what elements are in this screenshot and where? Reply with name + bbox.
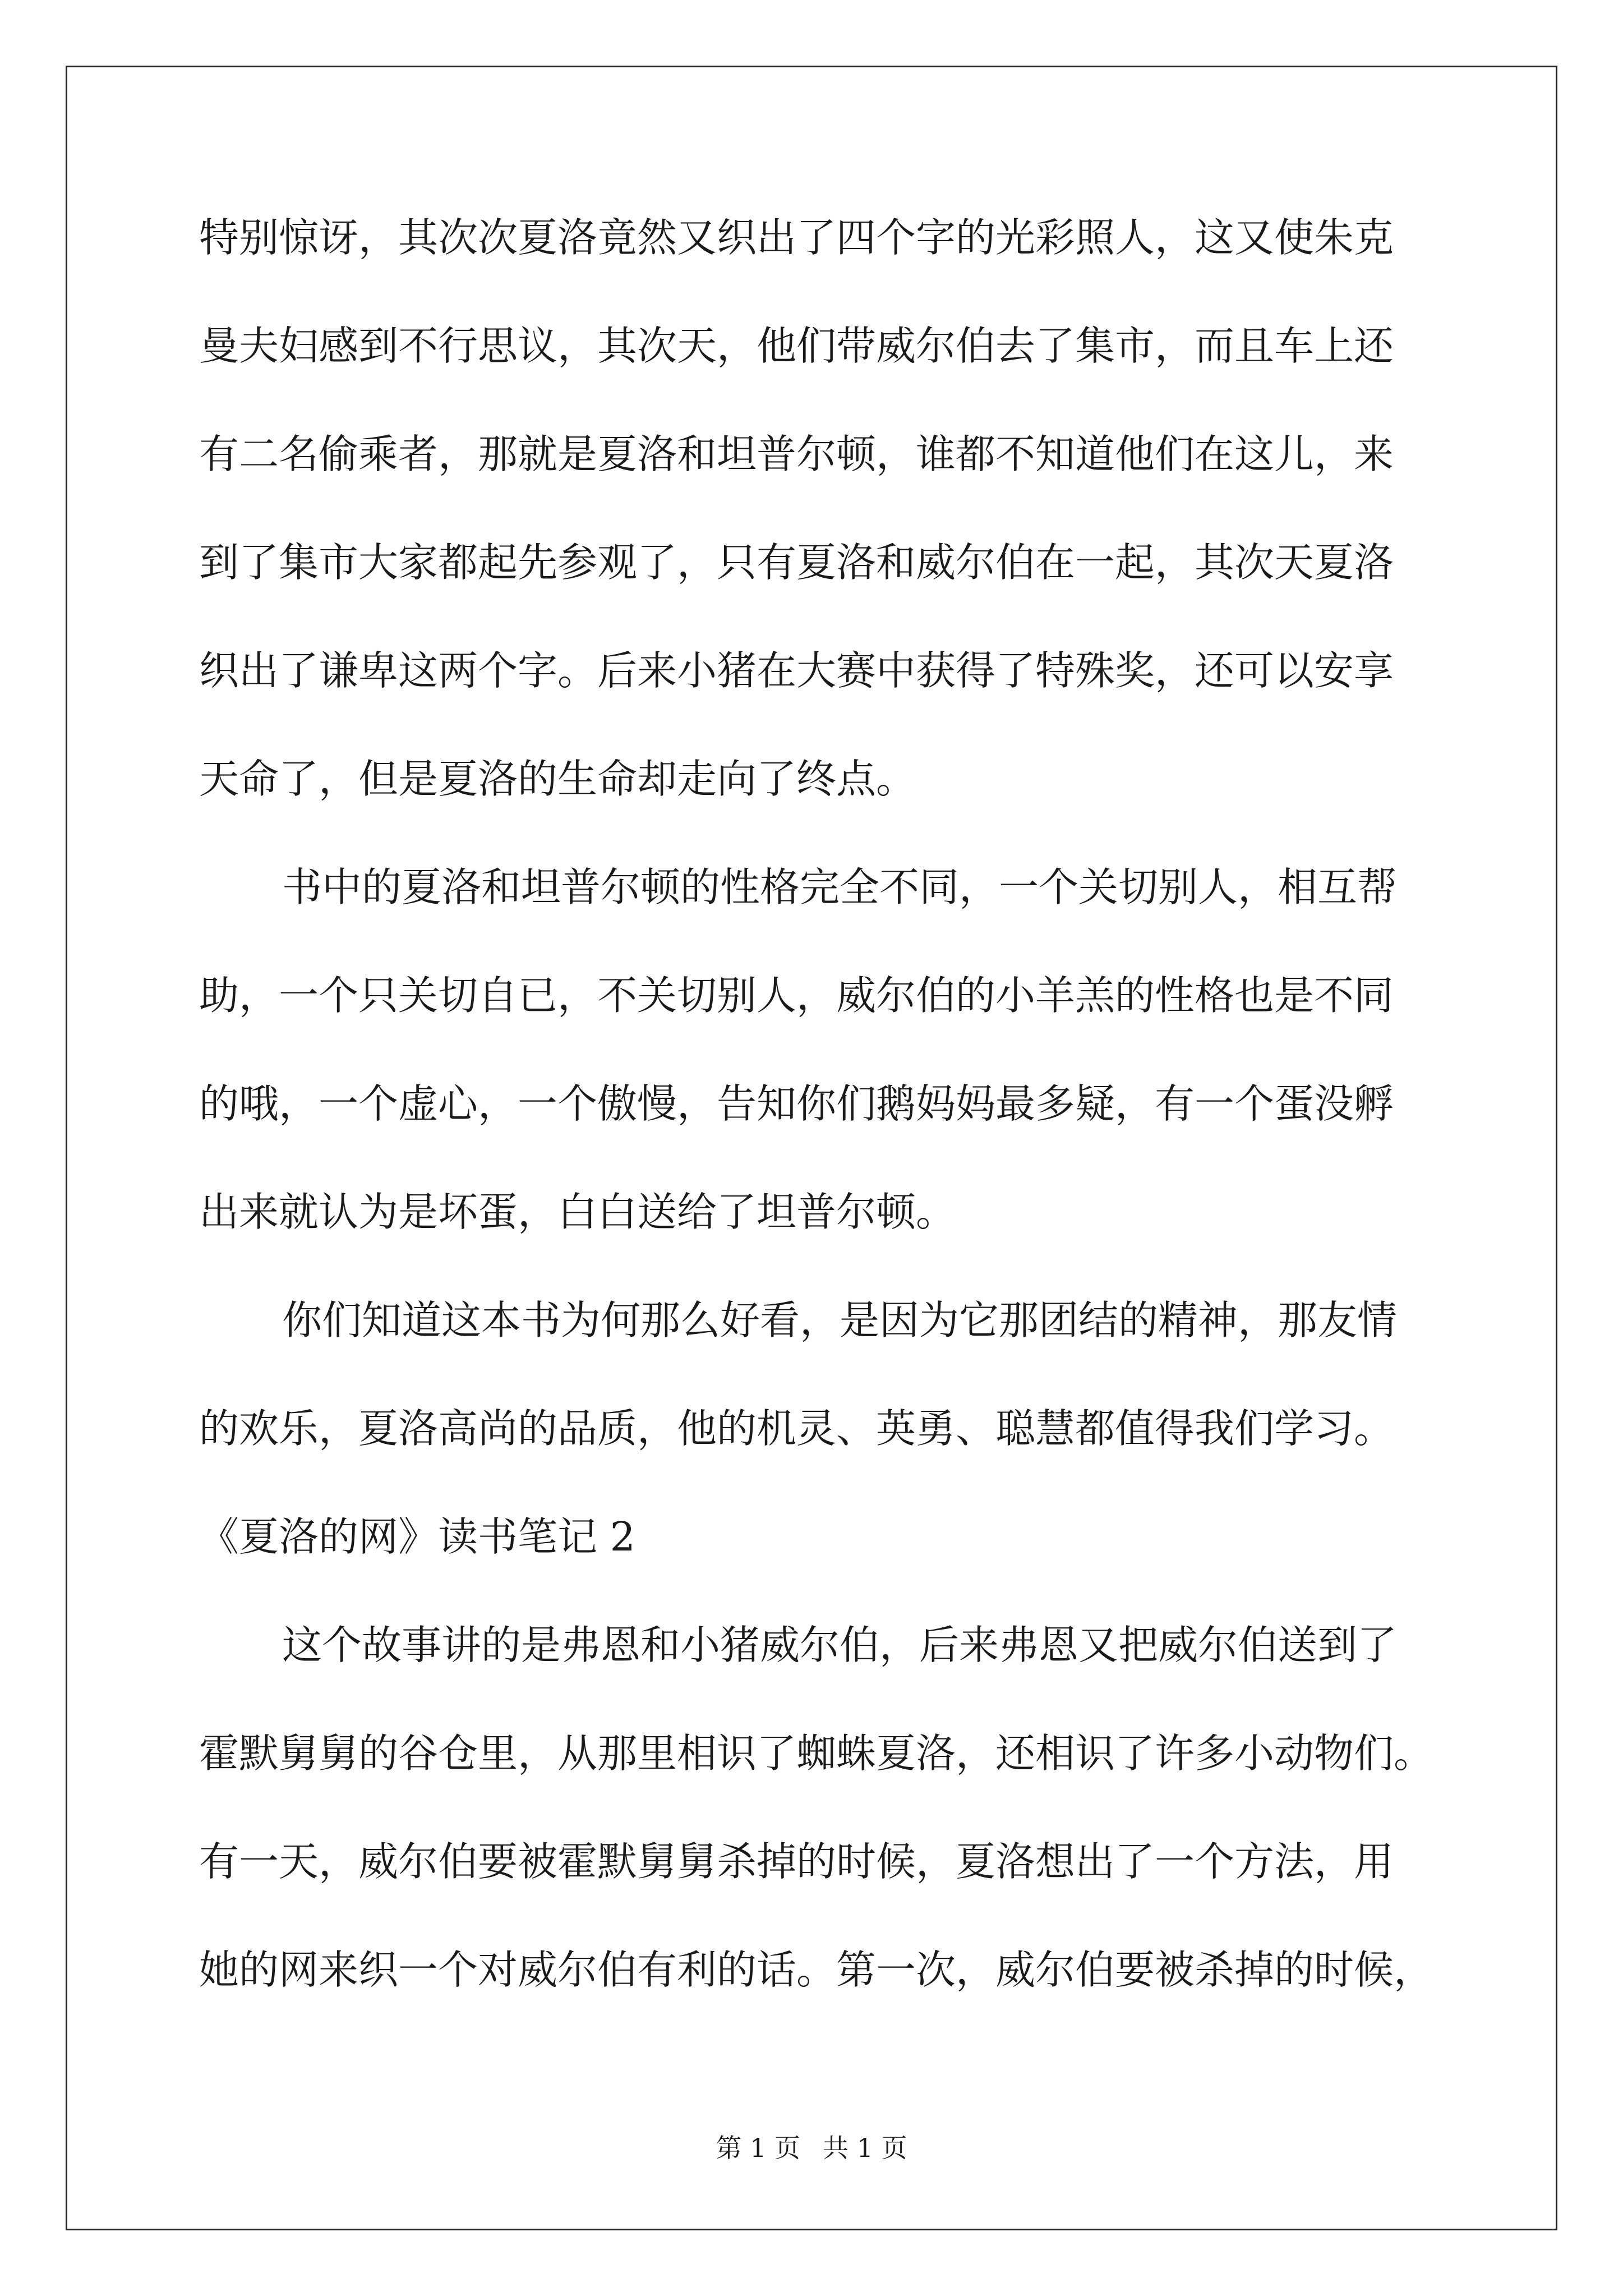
page-footer: [0, 2135, 1623, 2161]
text-line: 天命了，但是夏洛的生命却走向了终点。: [199, 756, 916, 802]
paragraph-start-line: 书中的夏洛和坦普尔顿的性格完全不同，一个关切别人，相互帮: [282, 864, 1398, 910]
text-line: 曼夫妇感到不行思议，其次天，他们带威尔伯去了集市，而且车上还: [199, 323, 1394, 369]
text-line: 助，一个只关切自已，不关切别人，威尔伯的小羊羔的性格也是不同: [199, 972, 1394, 1019]
text-line: 有二名偷乘者，那就是夏洛和坦普尔顿，谁都不知道他们在这儿，来: [199, 431, 1394, 477]
text-line: 的哦，一个虚心，一个傲慢，告知你们鹅妈妈最多疑，有一个蛋没孵: [199, 1080, 1394, 1127]
text-line: 有一天，威尔伯要被霍默舅舅杀掉的时候，夏洛想出了一个方法，用: [199, 1838, 1394, 1885]
page-total: 共 1 页: [823, 2133, 907, 2163]
text-line: 霍默舅舅的谷仓里，从那里相识了蜘蛛夏洛，还相识了许多小动物们。: [199, 1730, 1434, 1777]
text-line: 的欢乐，夏洛高尚的品质，他的机灵、英勇、聪慧都值得我们学习。: [199, 1405, 1394, 1452]
text-line: 到了集市大家都起先参观了，只有夏洛和威尔伯在一起，其次天夏洛: [199, 539, 1394, 586]
text-line: 她的网来织一个对威尔伯有利的话。第一次，威尔伯要被杀掉的时候，: [199, 1947, 1434, 1993]
section-heading: 《夏洛的网》读书笔记 2: [199, 1513, 635, 1560]
text-line: 出来就认为是坏蛋，白白送给了坦普尔顿。: [199, 1189, 956, 1235]
paragraph-start-line: 你们知道这本书为何那么好看，是因为它那团结的精神，那友情: [282, 1297, 1398, 1343]
paragraph-start-line: 这个故事讲的是弗恩和小猪威尔伯，后来弗恩又把威尔伯送到了: [282, 1622, 1398, 1668]
page-number: 第 1 页: [716, 2133, 800, 2163]
document-body: [199, 214, 1434, 2058]
text-line: 特别惊讶，其次次夏洛竟然又织出了四个字的光彩照人，这又使朱克: [199, 214, 1394, 261]
text-line: 织出了谦卑这两个字。后来小猪在大赛中获得了特殊奖，还可以安享: [199, 647, 1394, 694]
